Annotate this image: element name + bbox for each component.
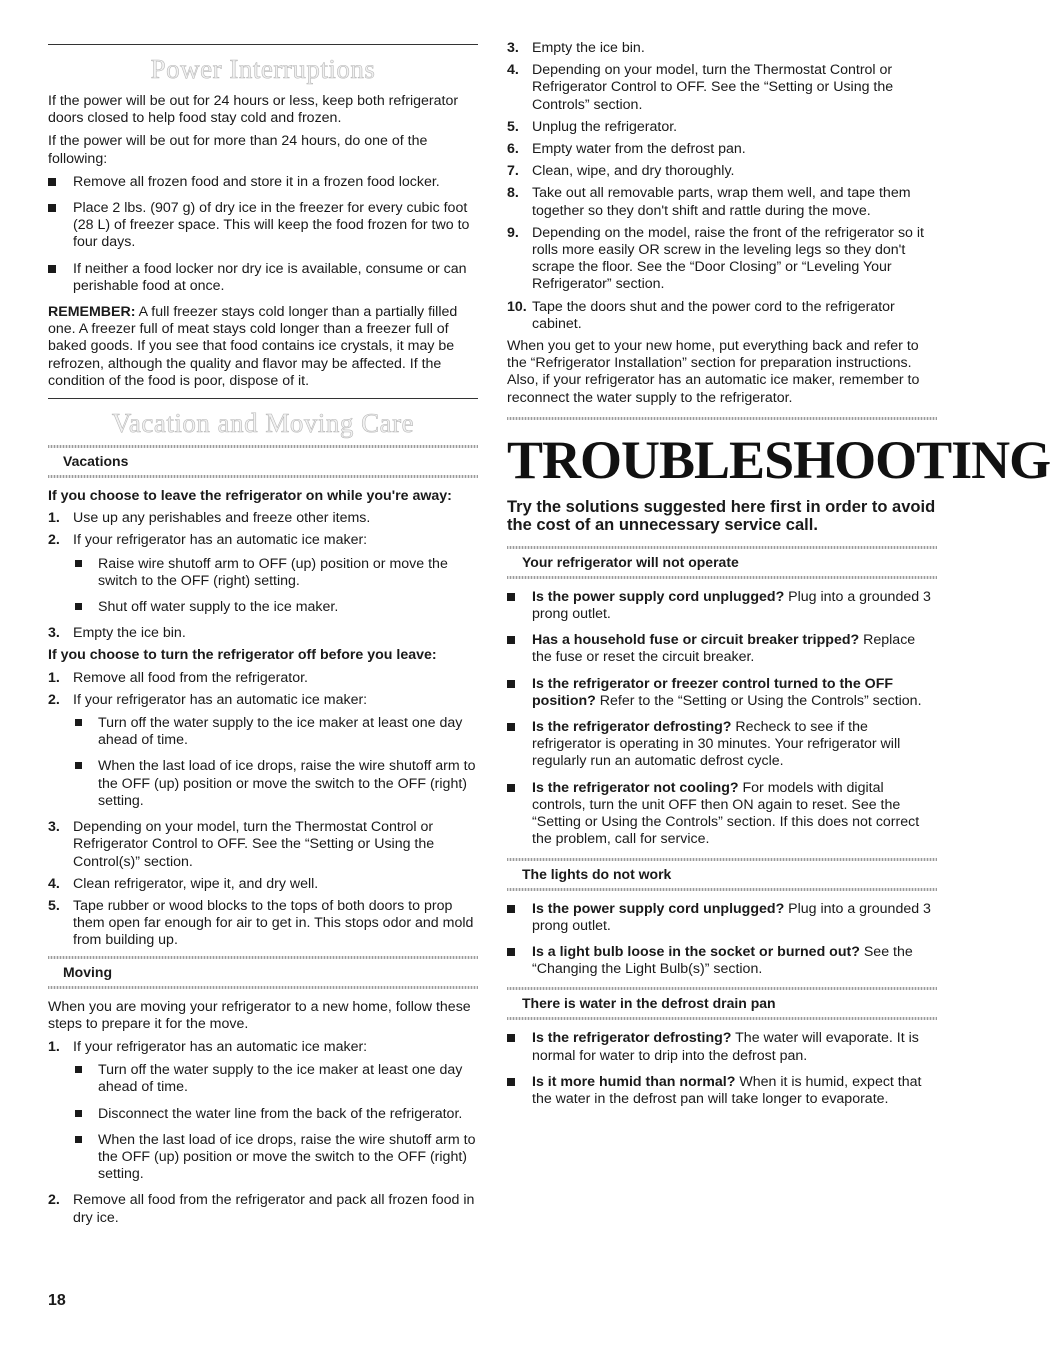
list-item: 6. Empty water from the defrost pan.	[507, 141, 746, 158]
sub-bullet-list	[73, 1062, 478, 1183]
list-item: Turn off the water supply to the ice maker at least one day ahead of time.	[73, 1062, 478, 1096]
list-item: Raise wire shutoff arm to OFF (up) position or move the switch to the OFF (right) setting.	[73, 556, 478, 590]
subheading-lights-do-not-work: The lights do not work	[507, 858, 937, 891]
list-item: 1. If your refrigerator has an automatic ice maker: Turn off the water supply to the ice maker at least one day ahead of time. Disconnect the water line from the back of the refrigerator. When the last load of ice drops, raise the wire shutoff arm to the OFF (up) position or move the switch to the OFF (right) setting.	[48, 1039, 478, 1183]
bullet-icon	[75, 1136, 82, 1143]
page-number: 18	[48, 1292, 66, 1309]
list-item: Is the refrigerator not cooling? For models with digital controls, turn the unit OFF then ON again to reset. See the “Setting or Using the Controls” section. If this does not correct the problem, call for service.	[507, 780, 937, 849]
list-item: 5. Tape rubber or wood blocks to the tops of both doors to prop them open far enough for air to get in. This stops odor and mold from building up.	[48, 897, 474, 949]
bullet-icon	[75, 719, 82, 726]
list-item: 4. Depending on your model, turn the Thermostat Control or Refrigerator Control to OFF. See the “Setting or Using the Controls” section.	[507, 62, 894, 113]
troubleshooting-lead: Try the solutions suggested here first in order to avoid the cost of an unnecessary service call.	[507, 497, 936, 534]
list-item: 3. Empty the ice bin.	[48, 625, 186, 642]
turn-off-heading: If you choose to turn the refrigerator off before you leave:	[48, 647, 437, 664]
bullet-icon	[507, 1034, 515, 1042]
bullet-icon	[507, 784, 515, 792]
list-item: 9. Depending on the model, raise the front of the refrigerator so it rolls more easily OR screw in the leveling legs so they don't scrape the floor. See the “Door Closing” or “Leveling Your Refrigerator” section.	[507, 224, 924, 293]
subheading-moving: Moving	[48, 956, 478, 989]
subheading-water-in-drain-pan: There is water in the defrost drain pan	[507, 987, 937, 1020]
moving-steps	[48, 1039, 478, 1227]
list-item: 2. If your refrigerator has an automatic ice maker: Raise wire shutoff arm to OFF (up) position or move the switch to the OFF (right) setting. Shut off water supply to the ice maker.	[48, 532, 478, 616]
bullet-icon	[75, 603, 82, 610]
list-item: Is it more humid than normal? When it is humid, expect that the water in the defrost pan will take longer to evaporate.	[507, 1074, 937, 1108]
list-item: 1. Remove all food from the refrigerator.	[48, 669, 308, 686]
list-item: Is the power supply cord unplugged? Plug into a grounded 3 prong outlet.	[507, 589, 937, 623]
bullet-icon	[507, 636, 515, 644]
bullet-icon	[507, 723, 515, 731]
list-item: Is the refrigerator defrosting? Recheck to see if the refrigerator is operating in 30 minutes. Your refrigerator will regularly run an automatic defrost cycle.	[507, 719, 937, 771]
paragraph: If the power will be out for 24 hours or less, keep both refrigerator doors closed to help food stay cold and frozen.	[48, 93, 459, 127]
list-item: 3. Empty the ice bin.	[507, 40, 645, 56]
paragraph: If the power will be out for more than 24 hours, do one of the following:	[48, 133, 428, 167]
stay-on-heading: If you choose to leave the refrigerator on while you're away:	[48, 488, 452, 505]
will-not-operate-list	[507, 589, 937, 849]
remember-note: REMEMBER: A full freezer stays cold longer than a partially filled one. A freezer full of meat stays cold longer than a freezer full of baked goods. If you see that food contains ice crystals, it may be refrozen, although the quality and flavor may be affected. If the condition of the food is poor, dispose of it.	[48, 304, 458, 389]
moving-steps-continued	[507, 40, 937, 333]
bullet-icon	[507, 593, 515, 601]
bullet-icon	[75, 1110, 82, 1117]
list-item: 8. Take out all removable parts, wrap them well, and tape them together so they don't shift and rattle during the move.	[507, 185, 911, 219]
list-item: Turn off the water supply to the ice maker at least one day ahead of time.	[73, 715, 478, 749]
list-item: 5. Unplug the refrigerator.	[507, 118, 678, 135]
bullet-icon	[75, 560, 82, 567]
list-item: Remove all frozen food and store it in a frozen food locker.	[48, 174, 478, 191]
list-item: Has a household fuse or circuit breaker tripped? Replace the fuse or reset the circuit breaker.	[507, 632, 937, 666]
troubleshooting-title: TROUBLESHOOTING	[507, 429, 1050, 490]
subheading-vacations: Vacations	[48, 445, 478, 478]
section-title-power-interruptions: Power Interruptions	[150, 54, 376, 84]
paragraph: When you get to your new home, put everything back and refer to the “Refrigerator Installation” section for preparation instructions. Also, if your refrigerator has an automatic ice maker, remember to reconnect the water supply to the refrigerator.	[507, 338, 920, 406]
list-item: 3. Depending on your model, turn the Thermostat Control or Refrigerator Control to OFF. See the “Setting or Using the Control(s)” section.	[48, 819, 435, 870]
divider	[507, 417, 937, 420]
bullet-icon	[75, 1066, 82, 1073]
bullet-icon	[507, 948, 515, 956]
list-item: 4. Clean refrigerator, wipe it, and dry well.	[48, 875, 319, 892]
section-title-vacation-moving: Vacation and Moving Care	[111, 408, 415, 439]
list-item: Is the refrigerator or freezer control turned to the OFF position? Refer to the “Setting or Using the Controls” section.	[507, 676, 937, 710]
bullet-icon	[48, 265, 56, 273]
bullet-icon	[507, 905, 515, 913]
right-column	[507, 40, 1050, 1117]
list-item: 2. Remove all food from the refrigerator and pack all frozen food in dry ice.	[48, 1192, 475, 1226]
stay-on-steps	[48, 510, 478, 642]
list-item: Disconnect the water line from the back of the refrigerator.	[73, 1106, 478, 1123]
list-item: 1. Use up any perishables and freeze other items.	[48, 510, 371, 527]
list-item: 10. Tape the doors shut and the power cord to the refrigerator cabinet.	[507, 298, 895, 332]
sub-bullet-list	[73, 556, 478, 617]
list-item: If neither a food locker nor dry ice is available, consume or can perishable food at once.	[48, 261, 478, 295]
list-item: Is the refrigerator defrosting? The water will evaporate. It is normal for water to drip into the defrost pan.	[507, 1030, 937, 1064]
list-item: When the last load of ice drops, raise the wire shutoff arm to the OFF (up) position or move the switch to the OFF (right) setting.	[73, 758, 478, 810]
left-column	[48, 0, 478, 1232]
list-item: Is a light bulb loose in the socket or burned out? See the “Changing the Light Bulb(s)” section.	[507, 944, 937, 978]
list-item: Shut off water supply to the ice maker.	[73, 599, 478, 616]
subheading-will-not-operate: Your refrigerator will not operate	[507, 546, 937, 579]
power-bullet-list	[48, 174, 478, 295]
bullet-icon	[48, 178, 56, 186]
bullet-icon	[75, 762, 82, 769]
list-item: Is the power supply cord unplugged? Plug into a grounded 3 prong outlet.	[507, 901, 937, 935]
turn-off-steps	[48, 670, 478, 950]
drain-pan-list	[507, 1030, 937, 1108]
paragraph: When you are moving your refrigerator to a new home, follow these steps to prepare it for the move.	[48, 998, 471, 1032]
list-item: Place 2 lbs. (907 g) of dry ice in the freezer for every cubic foot (28 L) of freezer space. This will keep the food frozen for two to four days.	[48, 200, 478, 252]
lights-list	[507, 901, 937, 979]
top-rule	[48, 44, 478, 45]
bullet-icon	[507, 680, 515, 688]
list-item: 2. If your refrigerator has an automatic ice maker: Turn off the water supply to the ice maker at least one day ahead of time. When the last load of ice drops, raise the wire shutoff arm to the OFF (up) position or move the switch to the OFF (right) setting.	[48, 692, 478, 810]
list-item: 7. Clean, wipe, and dry thoroughly.	[507, 163, 735, 180]
sub-bullet-list	[73, 715, 478, 810]
section-rule	[48, 398, 478, 399]
bullet-icon	[507, 1078, 515, 1086]
bullet-icon	[48, 204, 56, 212]
list-item: When the last load of ice drops, raise the wire shutoff arm to the OFF (up) position or move the switch to the OFF (right) setting.	[73, 1132, 478, 1184]
